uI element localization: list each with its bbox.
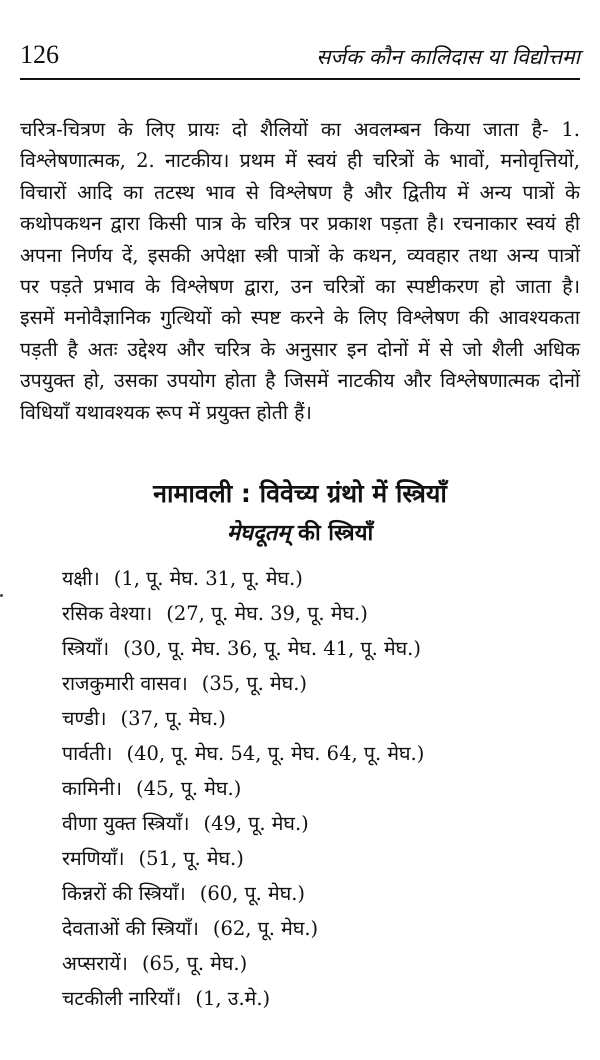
list-item-reference: (37, पू. मेघ.): [120, 707, 226, 730]
list-item: [62, 701, 582, 736]
list-item-reference: (65, पू. मेघ.): [141, 952, 248, 975]
subheading-rest: की स्त्रियाँ: [298, 521, 374, 546]
list-item-name: पार्वती।: [62, 742, 113, 765]
list-item-name: चण्डी।: [62, 707, 107, 730]
list-item-reference: (40, पू. मेघ. 54, पू. मेघ. 64, पू. मेघ.): [126, 742, 425, 765]
names-list: [62, 561, 582, 1016]
list-item: [62, 736, 582, 771]
paragraph-line: अपना निर्णय दें, इसकी अपेक्षा स्त्री पात्रों के कथन, व्यवहार तथा अन्य पात्रों: [20, 243, 580, 267]
page-header: [20, 40, 580, 74]
paragraph-line: कथोपकथन द्वारा किसी पात्र के चरित्र पर प्रकाश पड़ता है। रचनाकार स्वयं ही: [20, 212, 580, 236]
paragraph-line: पर पड़ते प्रभाव के विश्लेषण द्वारा, उन चरित्रों का स्पष्टीकरण हो जाता है।: [20, 274, 580, 298]
list-item-name: स्त्रियाँ।: [62, 637, 110, 660]
paragraph-line: विश्लेषणात्मक, 2. नाटकीय। प्रथम में स्वयं ही चरित्रों के भावों, मनोवृत्तियों,: [20, 149, 580, 173]
paragraph-line: पड़ती है अतः उद्देश्य और चरित्र के अनुसार इन दोनों में से जो शैली अधिक: [20, 337, 580, 361]
header-rule: [20, 78, 580, 80]
list-item-reference: (1, पू. मेघ. 31, पू. मेघ.): [113, 567, 303, 590]
list-item-reference: (30, पू. मेघ. 36, पू. मेघ. 41, पू. मेघ.): [123, 637, 421, 660]
list-item-name: वीणा युक्त स्त्रियाँ।: [62, 812, 190, 835]
list-item-reference: (1, उ.मे.): [195, 987, 271, 1010]
paragraph-line: विचारों आदि का तटस्थ भाव से विश्लेषण है और द्वितीय में अन्य पात्रों के: [20, 180, 580, 204]
list-item-name: किन्नरों की स्त्रियाँ।: [62, 882, 186, 905]
page-number: 126: [20, 40, 59, 69]
list-item-name: अप्सरायें।: [62, 952, 128, 975]
body-paragraph: [20, 114, 580, 428]
paragraph-line: उपयुक्त हो, उसका उपयोग होता है जिसमें नाटकीय और विश्लेषणात्मक दोनों: [20, 369, 580, 393]
list-item-name: देवताओं की स्त्रियाँ।: [62, 917, 199, 940]
list-item-reference: (51, पू. मेघ.): [138, 847, 244, 870]
section-heading: नामावली : विवेच्य ग्रंथो में स्त्रियाँ: [153, 479, 447, 508]
running-title: सर्जक कौन कालिदास या विद्योत्तमा: [316, 45, 580, 69]
list-item-name: चटकीली नारियाँ।: [62, 987, 182, 1010]
list-item: [62, 981, 582, 1016]
paragraph-line: चरित्र-चित्रण के लिए प्रायः दो शैलियों का अवलम्बन किया जाता है- 1.: [20, 118, 580, 141]
section-subheading: [20, 518, 580, 550]
list-item-name: राजकुमारी वासव।: [62, 672, 188, 695]
list-item-name: यक्षी।: [62, 567, 100, 590]
list-item: [62, 596, 582, 631]
list-item: [62, 771, 582, 806]
paragraph-line: इसमें मनोवैज्ञानिक गुत्थियों को स्पष्ट करने के लिए विश्लेषण की आवश्यकता: [20, 306, 580, 330]
list-item: [62, 806, 582, 841]
list-item-reference: (49, पू. मेघ.): [203, 812, 309, 835]
list-item-reference: (27, पू. मेघ. 39, पू. मेघ.): [166, 602, 368, 625]
work-title: मेघदूतम्: [226, 521, 291, 546]
list-item: [62, 876, 582, 911]
margin-speck: [0, 594, 3, 597]
list-item-reference: (60, पू. मेघ.): [199, 882, 306, 905]
paragraph-line: विधियाँ यथावश्यक रूप में प्रयुक्त होती हैं।: [20, 400, 312, 424]
list-item-reference: (62, पू. मेघ.): [212, 917, 319, 940]
list-item: [62, 666, 582, 701]
list-item-name: कामिनी।: [62, 777, 123, 800]
list-item: [62, 631, 582, 666]
list-item: [62, 561, 582, 596]
list-item-name: रमणियाँ।: [62, 847, 125, 870]
list-item: [62, 946, 582, 981]
list-item-name: रसिक वेश्या।: [62, 602, 153, 625]
list-item-reference: (45, पू. मेघ.): [136, 777, 242, 800]
list-item-reference: (35, पू. मेघ.): [201, 672, 308, 695]
list-item: [62, 911, 582, 946]
list-item: [62, 841, 582, 876]
